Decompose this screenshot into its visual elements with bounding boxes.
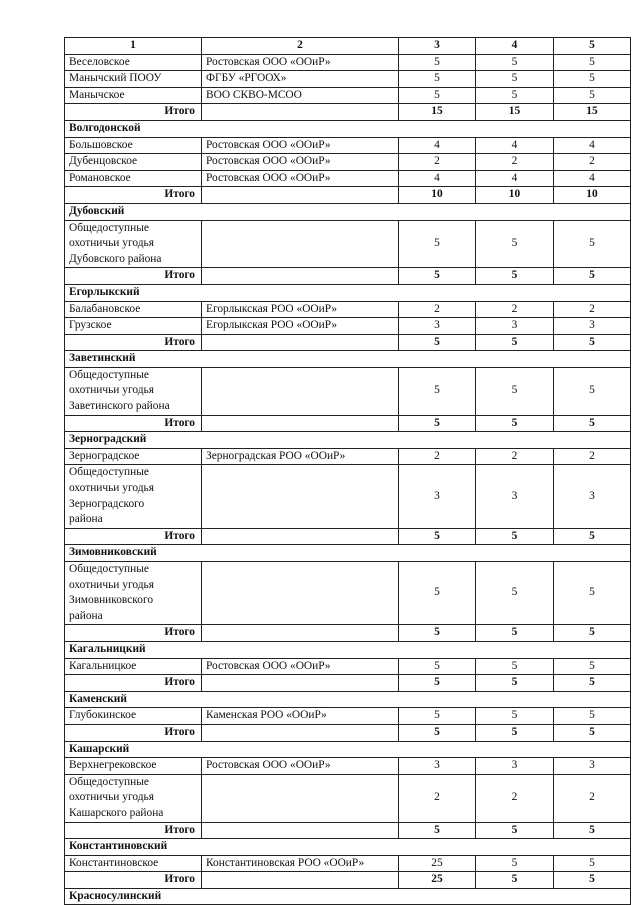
district-name: Дубовский bbox=[65, 203, 631, 220]
value-col4: 5 bbox=[476, 71, 554, 88]
value-col3: 5 bbox=[399, 562, 476, 625]
total-row bbox=[65, 872, 631, 889]
value-col5: 2 bbox=[554, 448, 631, 465]
org-cell bbox=[202, 528, 399, 545]
value-col3: 5 bbox=[399, 528, 476, 545]
value-col3: 25 bbox=[399, 855, 476, 872]
value-col4: 5 bbox=[476, 367, 554, 415]
org-cell bbox=[202, 625, 399, 642]
area-name: Зерноградское bbox=[65, 448, 202, 465]
total-label: Итого bbox=[65, 187, 202, 204]
table-row bbox=[65, 220, 631, 268]
value-col3: 5 bbox=[399, 268, 476, 285]
value-col5: 4 bbox=[554, 170, 631, 187]
value-col5: 5 bbox=[554, 708, 631, 725]
table-row bbox=[65, 562, 631, 625]
table-row bbox=[65, 774, 631, 822]
value-col5: 5 bbox=[554, 367, 631, 415]
org-name: Ростовская ООО «ООиР» bbox=[202, 154, 399, 171]
value-col4: 15 bbox=[476, 104, 554, 121]
table-row bbox=[65, 137, 631, 154]
district-row bbox=[65, 888, 631, 905]
area-name: Веселовское bbox=[65, 54, 202, 71]
value-col3: 3 bbox=[399, 465, 476, 528]
value-col5: 5 bbox=[554, 334, 631, 351]
value-col5: 5 bbox=[554, 822, 631, 839]
value-col3: 5 bbox=[399, 54, 476, 71]
value-col5: 5 bbox=[554, 658, 631, 675]
value-col3: 2 bbox=[399, 448, 476, 465]
org-cell bbox=[202, 724, 399, 741]
table-row bbox=[65, 367, 631, 415]
table-row bbox=[65, 71, 631, 88]
total-row bbox=[65, 334, 631, 351]
district-row bbox=[65, 545, 631, 562]
total-row bbox=[65, 187, 631, 204]
total-row bbox=[65, 625, 631, 642]
value-col4: 2 bbox=[476, 301, 554, 318]
table-body bbox=[65, 54, 631, 905]
value-col4: 5 bbox=[476, 675, 554, 692]
area-name: Большовское bbox=[65, 137, 202, 154]
org-name: Ростовская ООО «ООиР» bbox=[202, 137, 399, 154]
value-col3: 2 bbox=[399, 774, 476, 822]
org-cell bbox=[202, 872, 399, 889]
header-cell: 5 bbox=[554, 38, 631, 55]
value-col5: 4 bbox=[554, 137, 631, 154]
value-col5: 5 bbox=[554, 54, 631, 71]
area-name: Дубенцовское bbox=[65, 154, 202, 171]
value-col5: 5 bbox=[554, 528, 631, 545]
value-col3: 4 bbox=[399, 137, 476, 154]
value-col5: 2 bbox=[554, 301, 631, 318]
value-col3: 5 bbox=[399, 220, 476, 268]
org-name: Ростовская ООО «ООиР» bbox=[202, 658, 399, 675]
org-name bbox=[202, 220, 399, 268]
table-row bbox=[65, 87, 631, 104]
value-col5: 5 bbox=[554, 562, 631, 625]
value-col4: 5 bbox=[476, 855, 554, 872]
value-col4: 5 bbox=[476, 334, 554, 351]
value-col4: 3 bbox=[476, 758, 554, 775]
value-col4: 2 bbox=[476, 154, 554, 171]
value-col4: 5 bbox=[476, 268, 554, 285]
value-col4: 5 bbox=[476, 562, 554, 625]
total-row bbox=[65, 528, 631, 545]
area-name: Константиновское bbox=[65, 855, 202, 872]
district-row bbox=[65, 839, 631, 856]
header-cell: 3 bbox=[399, 38, 476, 55]
value-col5: 5 bbox=[554, 71, 631, 88]
value-col4: 5 bbox=[476, 415, 554, 432]
value-col3: 2 bbox=[399, 154, 476, 171]
value-col5: 5 bbox=[554, 87, 631, 104]
district-name: Зерноградский bbox=[65, 432, 631, 449]
area-name: Общедоступные охотничьи угодья Зерноградского района bbox=[65, 465, 202, 528]
total-label: Итого bbox=[65, 528, 202, 545]
value-col4: 5 bbox=[476, 822, 554, 839]
value-col5: 5 bbox=[554, 268, 631, 285]
value-col5: 3 bbox=[554, 318, 631, 335]
value-col3: 5 bbox=[399, 822, 476, 839]
total-row bbox=[65, 104, 631, 121]
value-col4: 5 bbox=[476, 220, 554, 268]
district-row bbox=[65, 691, 631, 708]
org-name: Егорлыкская РОО «ООиР» bbox=[202, 318, 399, 335]
district-row bbox=[65, 120, 631, 137]
value-col4: 2 bbox=[476, 774, 554, 822]
value-col3: 25 bbox=[399, 872, 476, 889]
value-col4: 5 bbox=[476, 54, 554, 71]
header-cell: 2 bbox=[202, 38, 399, 55]
value-col5: 5 bbox=[554, 724, 631, 741]
org-name: ВОО СКВО-МСОО bbox=[202, 87, 399, 104]
value-col4: 5 bbox=[476, 658, 554, 675]
header-row bbox=[65, 38, 631, 55]
value-col4: 2 bbox=[476, 448, 554, 465]
district-row bbox=[65, 351, 631, 368]
district-name: Красносулинский bbox=[65, 888, 631, 905]
value-col4: 5 bbox=[476, 724, 554, 741]
table-row bbox=[65, 758, 631, 775]
org-cell bbox=[202, 104, 399, 121]
district-row bbox=[65, 284, 631, 301]
value-col5: 2 bbox=[554, 774, 631, 822]
total-label: Итого bbox=[65, 104, 202, 121]
total-label: Итого bbox=[65, 268, 202, 285]
org-cell bbox=[202, 334, 399, 351]
district-name: Кагальницкий bbox=[65, 641, 631, 658]
value-col3: 5 bbox=[399, 367, 476, 415]
total-label: Итого bbox=[65, 724, 202, 741]
value-col3: 4 bbox=[399, 170, 476, 187]
value-col5: 15 bbox=[554, 104, 631, 121]
total-row bbox=[65, 675, 631, 692]
table-row bbox=[65, 301, 631, 318]
total-label: Итого bbox=[65, 625, 202, 642]
district-name: Зимовниковский bbox=[65, 545, 631, 562]
district-name: Кашарский bbox=[65, 741, 631, 758]
value-col3: 5 bbox=[399, 724, 476, 741]
header-cell: 1 bbox=[65, 38, 202, 55]
total-row bbox=[65, 822, 631, 839]
org-name: Каменская РОО «ООиР» bbox=[202, 708, 399, 725]
total-row bbox=[65, 268, 631, 285]
district-row bbox=[65, 432, 631, 449]
value-col3: 5 bbox=[399, 334, 476, 351]
org-name: Ростовская ООО «ООиР» bbox=[202, 54, 399, 71]
district-name: Заветинский bbox=[65, 351, 631, 368]
org-name: Зерноградская РОО «ООиР» bbox=[202, 448, 399, 465]
value-col3: 3 bbox=[399, 318, 476, 335]
value-col5: 5 bbox=[554, 415, 631, 432]
area-name: Манычский ПООУ bbox=[65, 71, 202, 88]
table-row bbox=[65, 708, 631, 725]
value-col4: 5 bbox=[476, 625, 554, 642]
org-name: Ростовская ООО «ООиР» bbox=[202, 758, 399, 775]
area-name: Кагальницкое bbox=[65, 658, 202, 675]
value-col4: 3 bbox=[476, 465, 554, 528]
org-name bbox=[202, 367, 399, 415]
org-name bbox=[202, 562, 399, 625]
value-col5: 5 bbox=[554, 220, 631, 268]
value-col4: 10 bbox=[476, 187, 554, 204]
value-col4: 4 bbox=[476, 137, 554, 154]
value-col3: 5 bbox=[399, 415, 476, 432]
total-label: Итого bbox=[65, 872, 202, 889]
value-col5: 5 bbox=[554, 675, 631, 692]
org-name bbox=[202, 465, 399, 528]
value-col4: 5 bbox=[476, 87, 554, 104]
header-cell: 4 bbox=[476, 38, 554, 55]
value-col5: 2 bbox=[554, 154, 631, 171]
area-name: Балабановское bbox=[65, 301, 202, 318]
org-name bbox=[202, 774, 399, 822]
total-row bbox=[65, 724, 631, 741]
value-col5: 3 bbox=[554, 758, 631, 775]
value-col4: 5 bbox=[476, 528, 554, 545]
value-col5: 5 bbox=[554, 625, 631, 642]
value-col3: 5 bbox=[399, 71, 476, 88]
value-col4: 5 bbox=[476, 708, 554, 725]
value-col4: 4 bbox=[476, 170, 554, 187]
total-label: Итого bbox=[65, 822, 202, 839]
total-label: Итого bbox=[65, 334, 202, 351]
org-name: ФГБУ «РГООХ» bbox=[202, 71, 399, 88]
value-col3: 10 bbox=[399, 187, 476, 204]
value-col4: 3 bbox=[476, 318, 554, 335]
district-name: Константиновский bbox=[65, 839, 631, 856]
table-row bbox=[65, 658, 631, 675]
value-col3: 5 bbox=[399, 625, 476, 642]
district-name: Каменский bbox=[65, 691, 631, 708]
org-cell bbox=[202, 675, 399, 692]
value-col3: 5 bbox=[399, 658, 476, 675]
value-col3: 5 bbox=[399, 708, 476, 725]
value-col3: 5 bbox=[399, 675, 476, 692]
org-name: Ростовская ООО «ООиР» bbox=[202, 170, 399, 187]
org-name: Константиновская РОО «ООиР» bbox=[202, 855, 399, 872]
area-name: Общедоступные охотничьи угодья Кашарского района bbox=[65, 774, 202, 822]
value-col5: 5 bbox=[554, 855, 631, 872]
table-row bbox=[65, 154, 631, 171]
district-row bbox=[65, 741, 631, 758]
value-col3: 3 bbox=[399, 758, 476, 775]
area-name: Грузское bbox=[65, 318, 202, 335]
district-row bbox=[65, 641, 631, 658]
org-name: Егорлыкская РОО «ООиР» bbox=[202, 301, 399, 318]
district-name: Егорлыкский bbox=[65, 284, 631, 301]
value-col3: 2 bbox=[399, 301, 476, 318]
area-name: Романовское bbox=[65, 170, 202, 187]
area-name: Верхнегрековское bbox=[65, 758, 202, 775]
area-name: Общедоступные охотничьи угодья Заветинского района bbox=[65, 367, 202, 415]
table-row bbox=[65, 170, 631, 187]
value-col4: 5 bbox=[476, 872, 554, 889]
value-col3: 5 bbox=[399, 87, 476, 104]
value-col5: 5 bbox=[554, 872, 631, 889]
table-row bbox=[65, 318, 631, 335]
table-row bbox=[65, 54, 631, 71]
area-name: Манычское bbox=[65, 87, 202, 104]
org-cell bbox=[202, 268, 399, 285]
district-name: Волгодонской bbox=[65, 120, 631, 137]
total-row bbox=[65, 415, 631, 432]
area-name: Общедоступные охотничьи угодья Зимовниковского района bbox=[65, 562, 202, 625]
total-label: Итого bbox=[65, 675, 202, 692]
org-cell bbox=[202, 822, 399, 839]
value-col5: 3 bbox=[554, 465, 631, 528]
value-col5: 10 bbox=[554, 187, 631, 204]
org-cell bbox=[202, 187, 399, 204]
org-cell bbox=[202, 415, 399, 432]
table-row bbox=[65, 465, 631, 528]
table-row bbox=[65, 855, 631, 872]
area-name: Общедоступные охотничьи угодья Дубовского района bbox=[65, 220, 202, 268]
district-row bbox=[65, 203, 631, 220]
value-col3: 15 bbox=[399, 104, 476, 121]
table-row bbox=[65, 448, 631, 465]
area-name: Глубокинское bbox=[65, 708, 202, 725]
quota-table bbox=[64, 37, 631, 905]
total-label: Итого bbox=[65, 415, 202, 432]
